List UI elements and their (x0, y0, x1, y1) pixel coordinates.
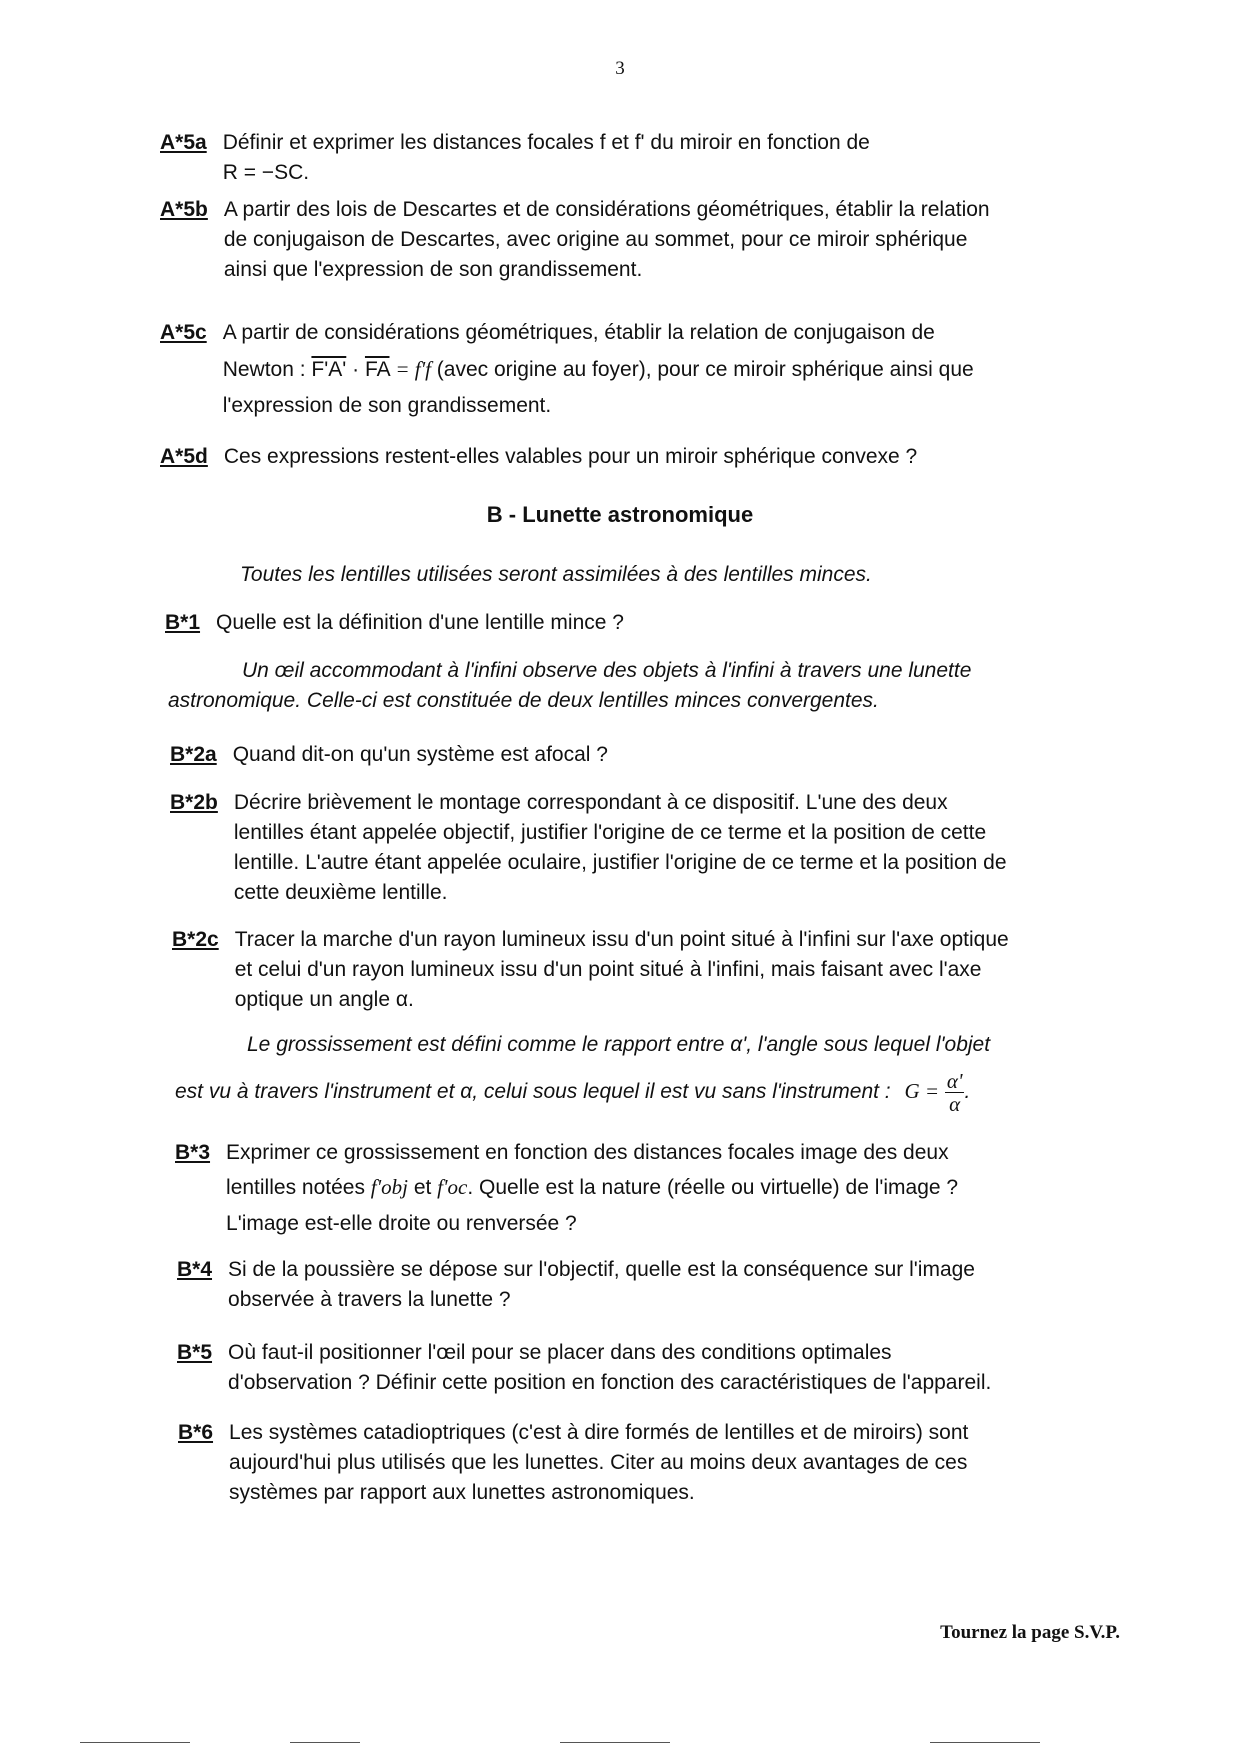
context-paragraph (168, 656, 1120, 716)
question-line: Newton : $F'A' \cdot \overline{FA} = f'f$ (avec origine au foyer), pour ce miroir sphérique ainsi que (222, 357, 974, 381)
question-label: B*3 (175, 1141, 211, 1164)
question-line: et celui d'un rayon lumineux issu d'un point situé à l'infini, mais faisant avec l'axe (234, 958, 982, 981)
question-label: A*5d (160, 445, 208, 468)
question-a5a (160, 128, 1120, 188)
question-b2a (170, 740, 1120, 770)
question-line: systèmes par rapport aux lunettes astronomiques. (229, 1481, 695, 1504)
formula-fraction (945, 1070, 965, 1115)
question-label: B*2c (172, 928, 219, 951)
question-line: L'image est-elle droite ou renversée ? (226, 1212, 577, 1235)
question-b1 (165, 608, 1120, 638)
question-line: Quelle est la définition d'une lentille mince ? (216, 611, 624, 634)
question-b5 (177, 1338, 1120, 1398)
question-line: lentille. L'autre étant appelée oculaire, justifier l'origine de ce terme et la position de (233, 851, 1007, 874)
question-line: Exprimer ce grossissement en fonction des distances focales image des deux (226, 1141, 949, 1164)
question-line: Tracer la marche d'un rayon lumineux issu d'un point situé à l'infini sur l'axe optique (234, 928, 1009, 951)
section-intro: Toutes les lentilles utilisées seront assimilées à des lentilles minces. (240, 563, 872, 586)
context-line: astronomique. Celle-ci est constituée de deux lentilles minces convergentes. (168, 689, 879, 712)
section-title: B - Lunette astronomique (486, 502, 754, 527)
question-a5c (160, 318, 1120, 421)
context-line: Un œil accommodant à l'infini observe des objets à l'infini à travers une lunette (242, 659, 972, 682)
grossissement-line: Le grossissement est défini comme le rapport entre α', l'angle sous lequel l'objet (247, 1033, 991, 1056)
question-line: Définir et exprimer les distances focales f et f' du miroir en fonction de (222, 131, 870, 154)
scan-artifact-line (560, 1742, 670, 1743)
question-line (226, 1172, 1120, 1203)
question-label: B*2a (170, 743, 217, 766)
question-a5d (160, 442, 1120, 472)
question-b3 (175, 1138, 1120, 1239)
formula-fa: $\overline{FA}$ (364, 358, 390, 381)
question-b4 (177, 1255, 1120, 1315)
question-line: lentilles étant appelée objectif, justifier l'origine de ce terme et la position de cette (233, 821, 987, 844)
question-b2c (172, 925, 1120, 1015)
line-prefix: Newton : (222, 358, 306, 381)
question-line: Décrire brièvement le montage correspondant à ce dispositif. L'une des deux (233, 791, 948, 814)
question-line: ainsi que l'expression de son grandissement. (223, 258, 643, 281)
question-line: Les systèmes catadioptriques (c'est à dire formés de lentilles et de miroirs) sont (229, 1421, 969, 1444)
question-label: B*4 (177, 1258, 213, 1281)
question-b2b (170, 788, 1120, 908)
question-line: Si de la poussière se dépose sur l'objectif, quelle est la conséquence sur l'image (228, 1258, 975, 1281)
formula-numerator: α' (946, 1069, 963, 1093)
line-suffix: . Quelle est la nature (réelle ou virtuelle) de l'image ? (467, 1176, 959, 1199)
question-label: A*5c (160, 321, 207, 344)
line-suffix: (avec origine au foyer), pour ce miroir sphérique ainsi que (436, 358, 974, 381)
question-line: Où faut-il positionner l'œil pour se placer dans des conditions optimales (228, 1341, 892, 1364)
question-line: cette deuxième lentille. (233, 881, 448, 904)
question-line: d'observation ? Définir cette position en fonction des caractéristiques de l'appareil. (228, 1371, 992, 1394)
question-line: Ces expressions restent-elles valables pour un miroir sphérique convexe ? (223, 445, 918, 468)
line-prefix: lentilles notées (226, 1176, 365, 1199)
line-mid: et (413, 1176, 432, 1199)
grossissement-paragraph: Le grossissement est défini comme le rapport entre α', l'angle sous lequel l'objet est vu à travers l'instrument et α, celui sous lequel il est vu sans l'instrument : G = $\frac{\alpha'}{\alpha}$ . (175, 1030, 1120, 1115)
question-b6 (178, 1418, 1120, 1508)
formula-fa-prime: F'A' (311, 358, 347, 381)
formula-denominator: α (949, 1092, 961, 1116)
question-line: de conjugaison de Descartes, avec origine au sommet, pour ce miroir sphérique (223, 228, 968, 251)
question-label: A*5a (160, 131, 207, 154)
question-label: A*5b (160, 198, 208, 221)
question-line: R = −SC. (222, 161, 310, 184)
question-label: B*2b (170, 791, 218, 814)
formula-f-oc: f'oc (437, 1175, 468, 1199)
question-line: Quand dit-on qu'un système est afocal ? (232, 743, 608, 766)
question-line: A partir des lois de Descartes et de considérations géométriques, établir la relation (223, 198, 990, 221)
formula-product: = f'f (395, 357, 431, 381)
grossissement-line: est vu à travers l'instrument et α, celui sous lequel il est vu sans l'instrument : (175, 1080, 891, 1104)
question-label: B*6 (178, 1421, 214, 1444)
page-footer: Tournez la page S.V.P. (940, 1622, 1120, 1643)
question-line: optique un angle α. (234, 988, 414, 1011)
question-label: B*1 (165, 611, 201, 634)
formula-lhs: G = (904, 1079, 940, 1104)
page-number: 3 (615, 58, 625, 79)
scan-artifact-line (290, 1742, 360, 1743)
question-line: l'expression de son grandissement. (222, 394, 552, 417)
scan-artifact-line (80, 1742, 190, 1743)
scan-artifact-line (930, 1742, 1040, 1743)
question-line: observée à travers la lunette ? (228, 1288, 511, 1311)
question-a5b (160, 195, 1120, 285)
question-line: aujourd'hui plus utilisés que les lunettes. Citer au moins deux avantages de ces (229, 1451, 968, 1474)
formula-f-obj: f'obj (370, 1175, 408, 1199)
question-label: B*5 (177, 1341, 213, 1364)
question-line: A partir de considérations géométriques, établir la relation de conjugaison de (222, 321, 935, 344)
